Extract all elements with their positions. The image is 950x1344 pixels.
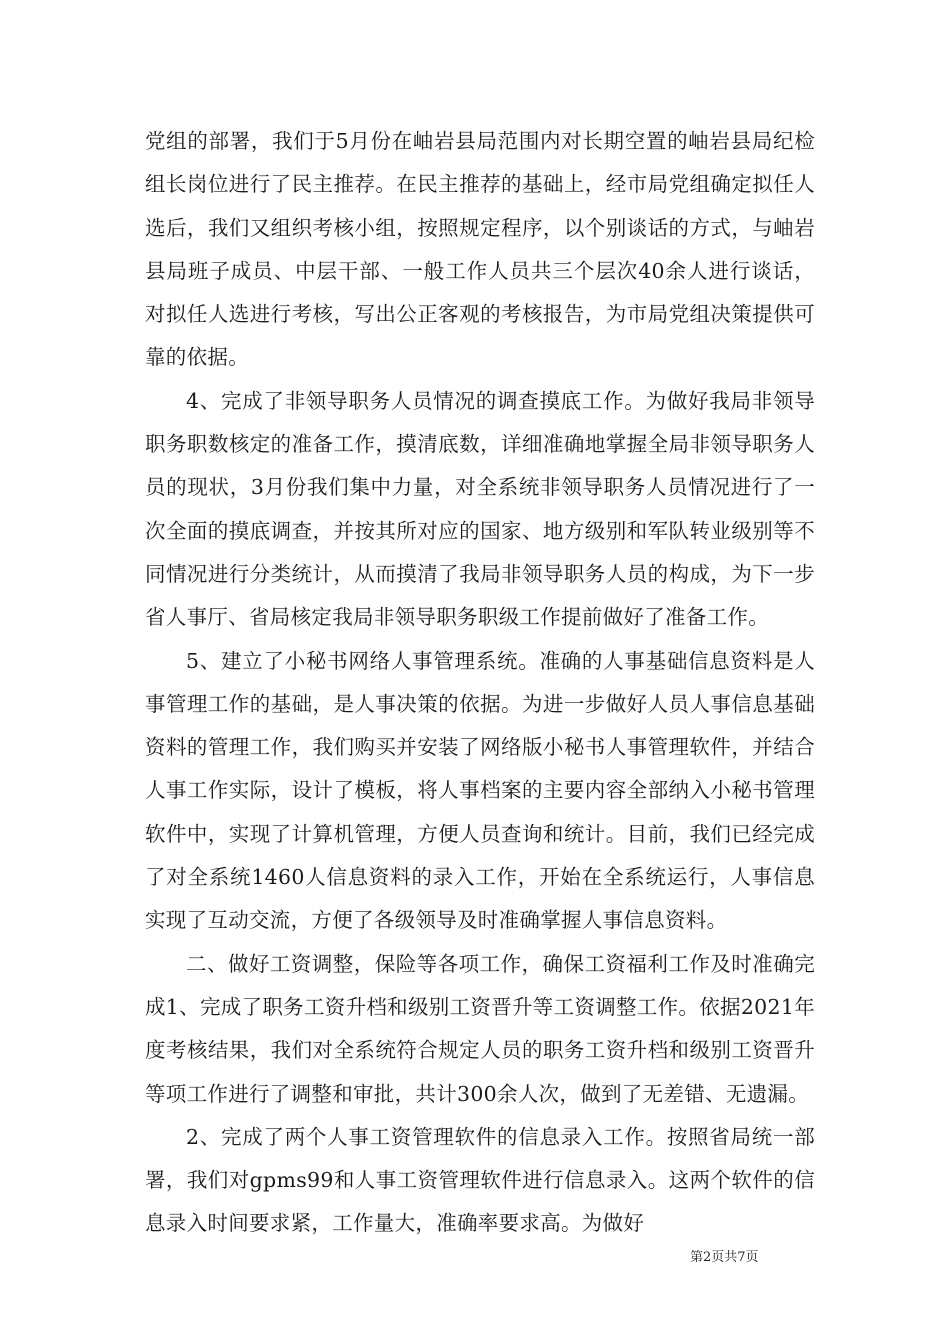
page-number: 第2页共7页 [690, 1250, 759, 1265]
paragraph-continued: 党组的部署，我们于5月份在岫岩县局范围内对长期空置的岫岩县局纪检组长岗位进行了民主推荐。在民主推荐的基础上，经市局党组确定拟任人选后，我们又组织考核小组，按照规定程序，以个别谈话的方式，与岫岩县局班子成员、中层干部、一般工作人员共三个层次40余人进行谈话，对拟任人选进行考核，写出公正客观的考核报告，为市局党组决策提供可靠的依据。 [145, 129, 815, 370]
document-body [145, 120, 815, 1246]
paragraph-item-4: 4、完成了非领导职务人员情况的调查摸底工作。为做好我局非领导职务职数核定的准备工作，摸清底数，详细准确地掌握全局非领导职务人员的现状，3月份我们集中力量，对全系统非领导职务人员情况进行了一次全面的摸底调查，并按其所对应的国家、地方级别和军队转业级别等不同情况进行分类统计，从而摸清了我局非领导职务人员的构成，为下一步省人事厅、省局核定我局非领导职务职级工作提前做好了准备工作。 [145, 388, 815, 630]
paragraph-section-2: 二、做好工资调整，保险等各项工作，确保工资福利工作及时准确完成1、完成了职务工资升档和级别工资晋升等工资调整工作。依据2021年度考核结果，我们对全系统符合规定人员的职务工资升档和级别工资晋升等项工作进行了调整和审批，共计300余人次，做到了无差错、无遗漏。 [145, 951, 815, 1106]
paragraph-item-2: 2、完成了两个人事工资管理软件的信息录入工作。按照省局统一部署，我们对gpms99和人事工资管理软件进行信息录入。这两个软件的信息录入时间要求紧，工作量大，准确率要求高。为做好 [145, 1124, 815, 1236]
paragraph-item-5: 5、建立了小秘书网络人事管理系统。准确的人事基础信息资料是人事管理工作的基础，是人事决策的依据。为进一步做好人员人事信息基础资料的管理工作，我们购买并安装了网络版小秘书人事管理软件，并结合人事工作实际，设计了模板，将人事档案的主要内容全部纳入小秘书管理软件中，实现了计算机管理，方便人员查询和统计。目前，我们已经完成了对全系统1460人信息资料的录入工作，开始在全系统运行，人事信息实现了互动交流，方便了各级领导及时准确掌握人事信息资料。 [145, 648, 815, 933]
